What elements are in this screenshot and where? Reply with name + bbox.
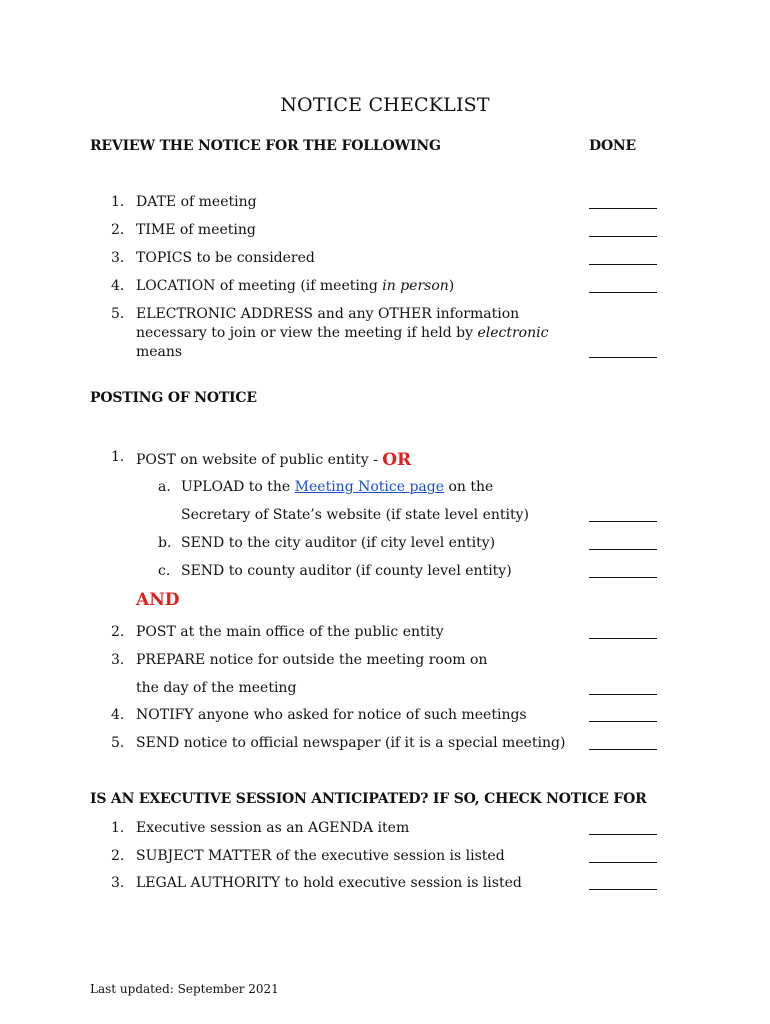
item-text-line: ELECTRONIC ADDRESS and any OTHER information [136,306,520,322]
done-blank[interactable] [589,577,657,578]
item-text-line: PREPARE notice for outside the meeting room on [136,652,488,668]
item-number: 5. [111,735,125,751]
item-number: 3. [111,250,125,266]
done-blank[interactable] [589,749,657,750]
item-text-part: POST on website of public entity - [136,452,383,468]
done-blank[interactable] [589,236,657,237]
item-text: Executive session as an AGENDA item [136,820,410,836]
or-marker: OR [382,450,412,470]
subitem-letter: b. [158,535,172,551]
item-text-line: the day of the meeting [136,680,297,696]
done-blank[interactable] [589,889,657,890]
and-marker: AND [136,590,180,610]
done-blank[interactable] [589,357,657,358]
done-blank[interactable] [589,292,657,293]
footer-last-updated: Last updated: September 2021 [90,982,279,996]
done-blank[interactable] [589,264,657,265]
item-number: 2. [111,222,125,238]
subitem-text: SEND to the city auditor (if city level entity) [181,535,496,551]
done-blank[interactable] [589,549,657,550]
executive-heading: IS AN EXECUTIVE SESSION ANTICIPATED? IF SO, CHECK NOTICE FOR [90,791,647,807]
item-text: TOPICS to be considered [136,250,315,266]
page-title: NOTICE CHECKLIST [280,94,490,116]
item-text-part: on the [444,479,494,495]
item-text-emphasis: electronic [477,325,549,341]
item-number: 1. [111,194,125,210]
item-text: NOTIFY anyone who asked for notice of such meetings [136,707,527,723]
item-text: DATE of meeting [136,194,257,210]
done-blank[interactable] [589,638,657,639]
item-number: 3. [111,875,125,891]
done-blank[interactable] [589,721,657,722]
item-text: SUBJECT MATTER of the executive session is listed [136,848,505,864]
item-number: 1. [111,449,125,465]
item-number: 2. [111,624,125,640]
posting-heading: POSTING OF NOTICE [90,390,257,406]
item-text-part: UPLOAD to the [181,479,295,495]
subitem-text: SEND to county auditor (if county level entity) [181,563,512,579]
item-text [136,278,454,294]
item-text: POST at the main office of the public entity [136,624,444,640]
item-number: 4. [111,278,125,294]
item-number: 2. [111,848,125,864]
done-blank[interactable] [589,862,657,863]
done-blank[interactable] [589,834,657,835]
item-number: 5. [111,306,125,322]
meeting-notice-page-link[interactable]: Meeting Notice page [294,479,445,495]
item-text [136,449,411,469]
subitem-text-line: Secretary of State’s website (if state level entity) [181,507,529,523]
item-text: TIME of meeting [136,222,256,238]
done-blank[interactable] [589,208,657,209]
done-column-heading: DONE [589,138,637,154]
item-text-line [136,325,548,341]
item-text-line: means [136,344,183,360]
done-blank[interactable] [589,521,657,522]
item-number: 4. [111,707,125,723]
review-heading: REVIEW THE NOTICE FOR THE FOLLOWING [90,138,441,154]
item-text-part: LOCATION of meeting (if meeting [136,278,383,294]
subitem-letter: a. [158,479,171,495]
item-text-emphasis: in person [382,278,449,294]
item-number: 3. [111,652,125,668]
subitem-text [181,479,493,495]
item-text-part: ) [448,278,455,294]
item-text-part: necessary to join or view the meeting if held by [136,325,478,341]
subitem-letter: c. [158,563,171,579]
item-text: SEND notice to official newspaper (if it is a special meeting) [136,735,566,751]
item-number: 1. [111,820,125,836]
done-blank[interactable] [589,694,657,695]
item-text: LEGAL AUTHORITY to hold executive session is listed [136,875,522,891]
